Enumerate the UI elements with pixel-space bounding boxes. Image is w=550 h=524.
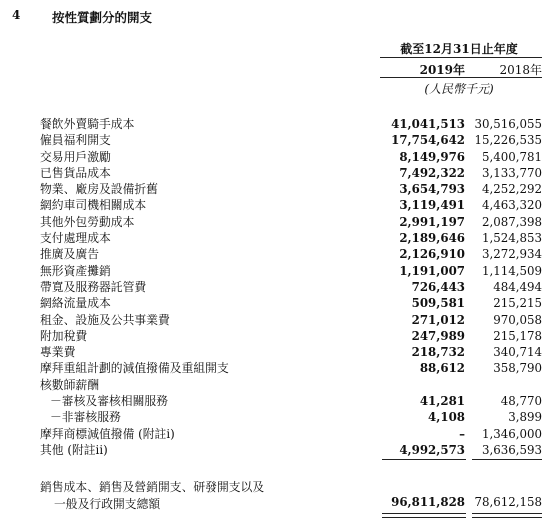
value-2019: 1,191,007 [399, 263, 465, 278]
value-2018: 215,178 [493, 328, 542, 343]
total-label-line2: 一般及行政開支總額 [54, 497, 161, 511]
value-2018: 30,516,055 [474, 117, 542, 131]
value-2018: 4,463,320 [481, 198, 542, 213]
value-2018: 5,400,781 [481, 149, 542, 164]
row-label: 租金、設施及公共事業費 [40, 312, 170, 327]
value-2019: 41,281 [419, 394, 465, 409]
value-2018: 1,524,853 [481, 231, 542, 246]
value-2018: 3,133,770 [481, 165, 542, 180]
value-2019: 8,149,976 [399, 149, 465, 164]
total-double-rule-2019 [382, 513, 466, 518]
row-label: 僱員福利開支 [40, 133, 111, 148]
value-2018: 2,087,398 [481, 214, 542, 229]
row-label: 摩拜商標減值撥備 (附註i) [40, 426, 175, 441]
unit-label: (人民幣千元) [424, 82, 494, 96]
period-header: 截至12月31日止年度 [400, 42, 518, 56]
total-value-2019: 96,811,828 [391, 495, 465, 509]
value-2019: 7,492,322 [399, 165, 465, 180]
section-number: 4 [12, 8, 21, 22]
row-label: 帶寬及服務器託管費 [40, 279, 147, 294]
years-rule [380, 77, 542, 78]
total-value-2018: 78,612,158 [474, 495, 542, 509]
value-2019: 3,654,793 [399, 182, 465, 197]
table-row [0, 409, 550, 425]
value-2019: 3,119,491 [399, 198, 465, 213]
total-double-rule-2018 [472, 513, 542, 518]
value-2019: 17,754,642 [391, 133, 465, 148]
value-2019: 509,581 [411, 296, 465, 311]
total-label-line1: 銷售成本、銷售及營銷開支、研發開支以及 [40, 480, 265, 494]
table-row [0, 165, 550, 181]
subtotal-rule-2018 [472, 459, 542, 460]
column-header-2019: 2019年 [419, 63, 465, 77]
table-row [0, 149, 550, 165]
value-2019: 4,108 [428, 410, 465, 425]
value-2018: 1,114,509 [481, 263, 542, 278]
row-label: －非審核服務 [50, 410, 121, 425]
table-row [0, 214, 550, 230]
value-2019: 88,612 [419, 361, 465, 376]
section-title: 按性質劃分的開支 [52, 10, 153, 25]
row-label: 專業費 [40, 345, 76, 360]
section-header [0, 8, 550, 24]
row-label: 推廣及廣告 [40, 247, 99, 262]
table-row [0, 377, 550, 393]
value-2018: 1,346,000 [481, 426, 542, 441]
table-row [0, 328, 550, 344]
row-label: 其他外包勞動成本 [40, 214, 135, 229]
value-2018: 48,770 [500, 394, 542, 409]
table-row [0, 116, 550, 132]
value-2018: 484,494 [493, 279, 542, 294]
value-2018: 3,272,934 [481, 247, 542, 262]
value-2018: 340,714 [493, 345, 542, 360]
table-row [0, 312, 550, 328]
value-2019: 2,189,646 [399, 231, 465, 246]
value-2018: 215,215 [493, 296, 542, 311]
row-label: 核數師薪酬 [40, 377, 99, 392]
expense-table [0, 116, 550, 458]
value-2018: 970,058 [493, 312, 542, 327]
value-2019: 218,732 [411, 345, 465, 360]
row-label: 附加稅費 [40, 328, 88, 343]
table-row [0, 295, 550, 311]
table-row [0, 344, 550, 360]
value-2019: 247,989 [411, 328, 465, 343]
table-row [0, 263, 550, 279]
column-header-2018: 2018年 [499, 63, 542, 77]
value-2019: 4,992,573 [399, 442, 465, 457]
value-2019: – [459, 426, 465, 441]
value-2019: 726,443 [411, 279, 465, 294]
value-2018: 4,252,292 [481, 182, 542, 197]
subtotal-rule-2019 [382, 459, 466, 460]
table-row [0, 230, 550, 246]
table-row [0, 279, 550, 295]
row-label: －審核及審核相關服務 [50, 394, 168, 409]
table-row [0, 393, 550, 409]
table-row [0, 360, 550, 376]
row-label: 其他 (附註ii) [40, 442, 108, 457]
value-2018: 15,226,535 [474, 133, 542, 148]
header-rule [380, 57, 542, 58]
value-2019: 2,126,910 [399, 247, 465, 262]
row-label: 網絡流量成本 [40, 296, 111, 311]
row-label: 已售貨品成本 [40, 165, 111, 180]
table-row [0, 181, 550, 197]
row-label: 網約車司機相關成本 [40, 198, 147, 213]
table-row [0, 246, 550, 262]
row-label: 物業、廠房及設備折舊 [40, 182, 158, 197]
value-2019: 2,991,197 [399, 214, 465, 229]
row-label: 支付處理成本 [40, 231, 111, 246]
value-2018: 3,636,593 [481, 442, 542, 457]
table-row [0, 197, 550, 213]
value-2019: 271,012 [411, 312, 465, 327]
table-row [0, 132, 550, 148]
row-label: 餐飲外賣騎手成本 [40, 117, 135, 131]
row-label: 交易用戶激勵 [40, 149, 111, 164]
table-row [0, 442, 550, 458]
value-2019: 41,041,513 [391, 117, 465, 131]
row-label: 無形資產攤銷 [40, 263, 111, 278]
value-2018: 358,790 [493, 361, 542, 376]
row-label: 摩拜重組計劃的減值撥備及重組開支 [40, 361, 229, 376]
value-2018: 3,899 [508, 410, 542, 425]
table-row [0, 426, 550, 442]
